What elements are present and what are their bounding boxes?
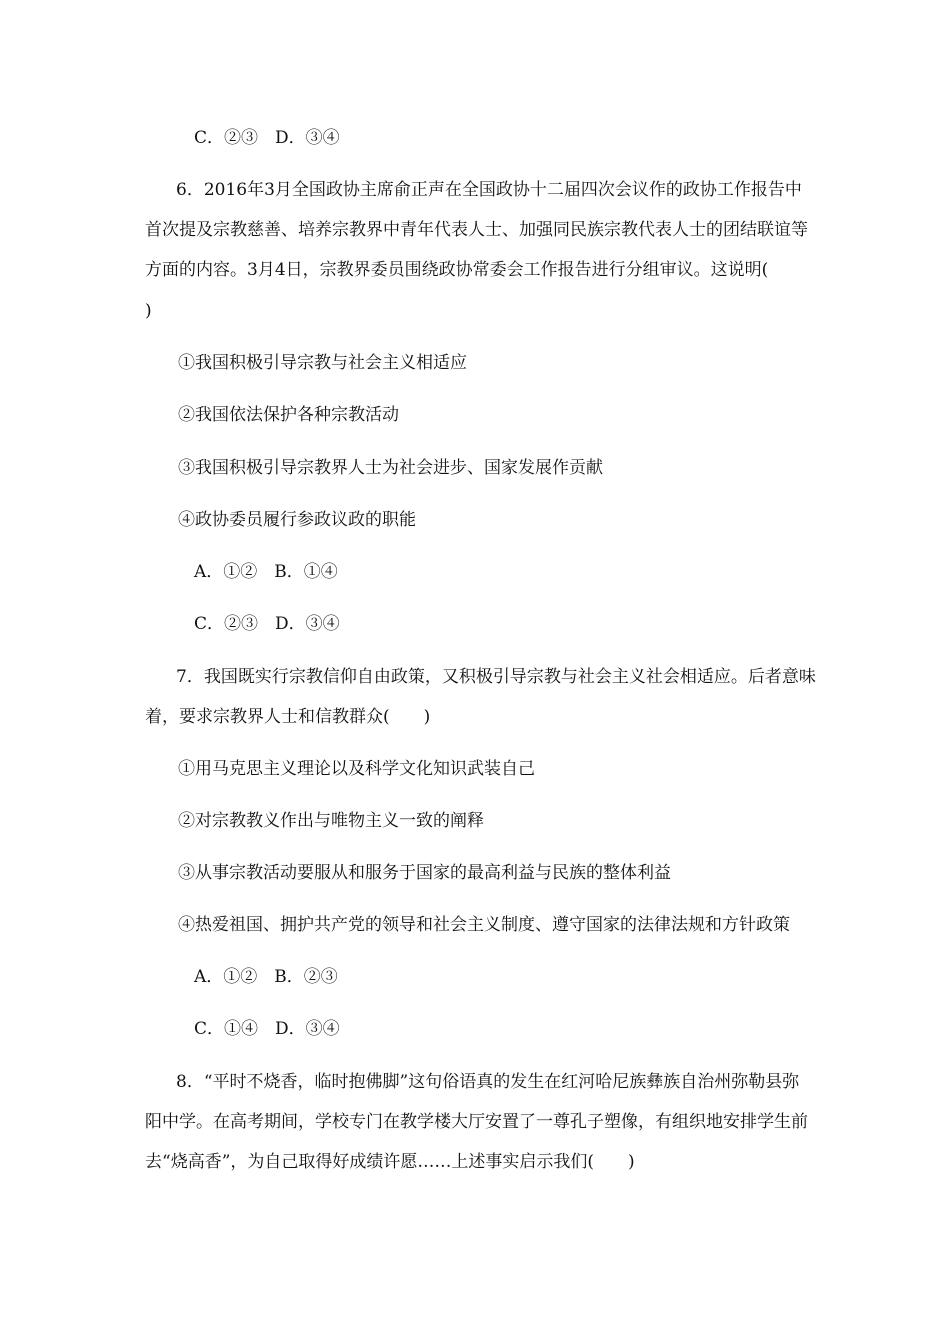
q7-choices-cd: C．①④ D．③④ xyxy=(194,1019,340,1039)
q7-stem-line-1: 7．我国既实行宗教信仰自由政策，又积极引导宗教与社会主义社会相适应。后者意味 xyxy=(176,667,816,687)
q6-option-1: ①我国积极引导宗教与社会主义相适应 xyxy=(178,353,467,373)
q8-stem-line-1: 8．“平时不烧香，临时抱佛脚”这句俗语真的发生在红河哈尼族彝族自治州弥勒县弥 xyxy=(176,1072,800,1092)
q7-option-2: ②对宗教教义作出与唯物主义一致的阐释 xyxy=(178,811,484,831)
q5-choices-cd: C．②③ D．③④ xyxy=(194,128,340,148)
q6-stem-line-1: 6．2016年3月全国政协主席俞正声在全国政协十二届四次会议作的政协工作报告中 xyxy=(176,180,802,200)
q6-stem-line-3: 方面的内容。3月4日，宗教界委员围绕政协常委会工作报告进行分组审议。这说明( xyxy=(145,260,769,280)
q6-option-2: ②我国依法保护各种宗教活动 xyxy=(178,405,399,425)
q8-stem-line-3: 去“烧高香”，为自己取得好成绩许愿……上述事实启示我们( ) xyxy=(145,1152,635,1172)
q6-option-3: ③我国积极引导宗教界人士为社会进步、国家发展作贡献 xyxy=(178,458,603,478)
q6-choices-ab: A．①② B．①④ xyxy=(194,562,338,582)
q7-option-4: ④热爱祖国、拥护共产党的领导和社会主义制度、遵守国家的法律法规和方针政策 xyxy=(178,915,790,935)
q7-stem-line-2: 着，要求宗教界人士和信教群众( ) xyxy=(145,707,431,727)
q6-option-4: ④政协委员履行参政议政的职能 xyxy=(178,510,416,530)
q7-option-3: ③从事宗教活动要服从和服务于国家的最高利益与民族的整体利益 xyxy=(178,863,671,883)
q6-stem-line-4: ) xyxy=(145,301,152,321)
q6-choices-cd: C．②③ D．③④ xyxy=(194,614,340,634)
q7-option-1: ①用马克思主义理论以及科学文化知识武装自己 xyxy=(178,759,535,779)
q7-choices-ab: A．①② B．②③ xyxy=(194,967,338,987)
q6-stem-line-2: 首次提及宗教慈善、培养宗教界中青年代表人士、加强同民族宗教代表人士的团结联谊等 xyxy=(145,220,808,240)
q8-stem-line-2: 阳中学。在高考期间，学校专门在教学楼大厅安置了一尊孔子塑像，有组织地安排学生前 xyxy=(145,1112,808,1132)
